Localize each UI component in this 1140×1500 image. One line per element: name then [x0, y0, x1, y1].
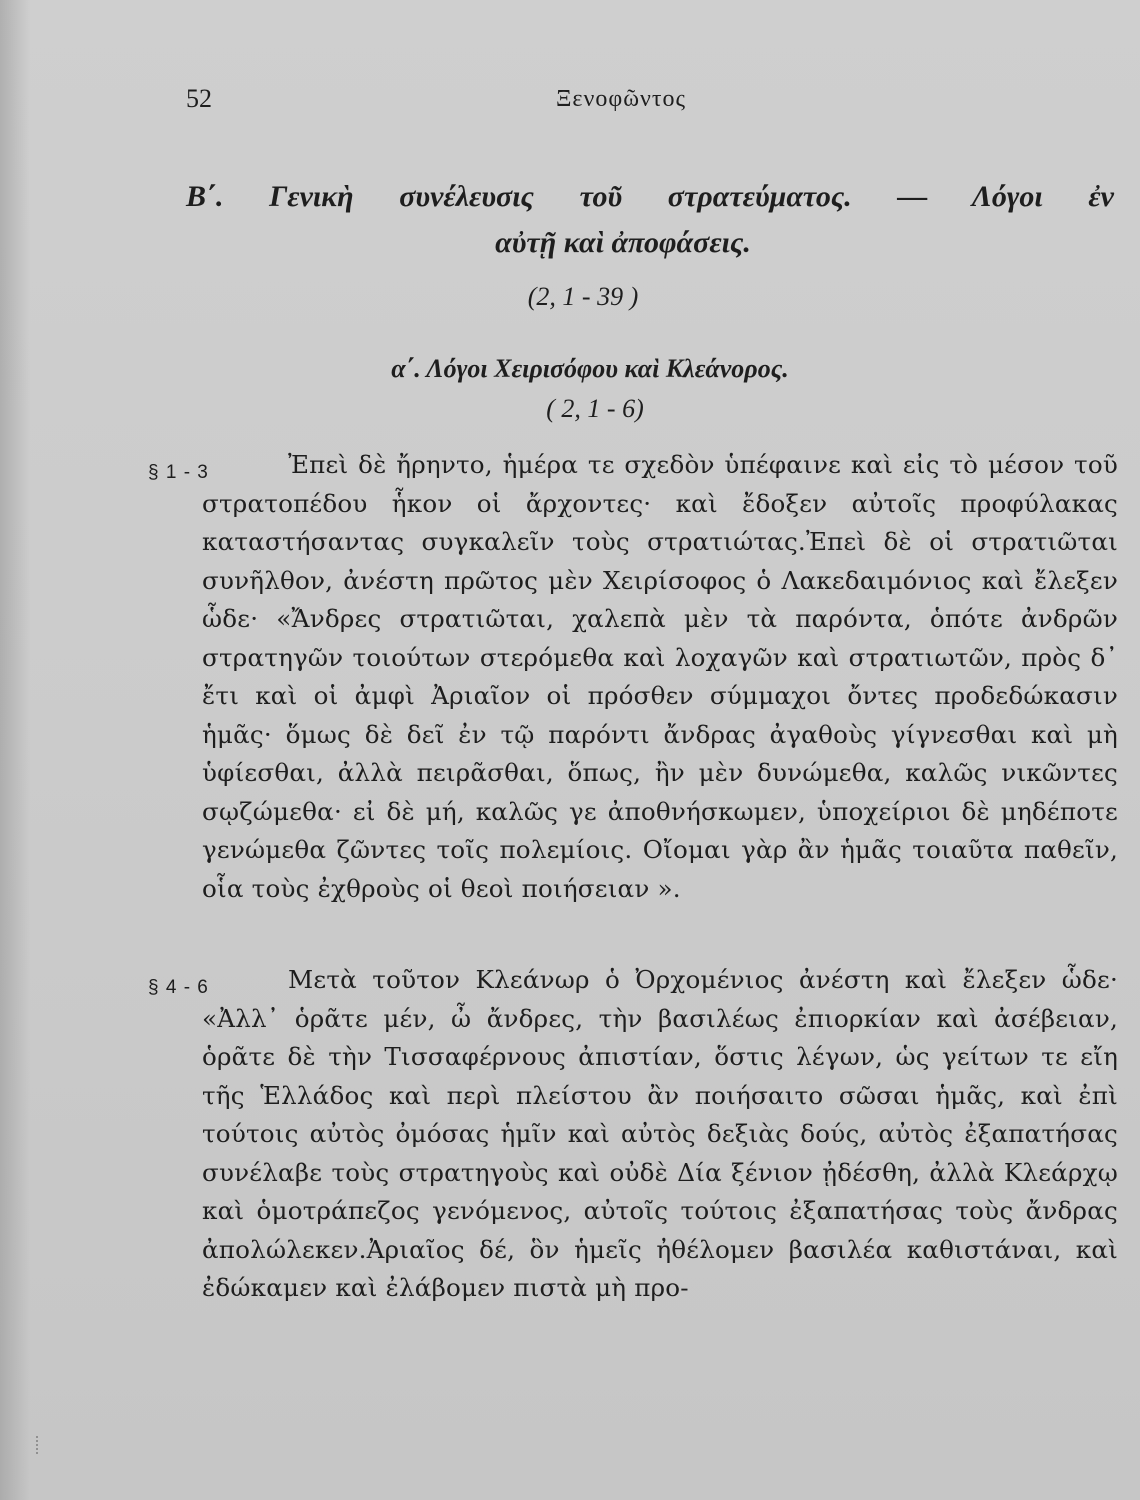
chapter-title-line-2: αὐτῇ καὶ ἀποφάσεις.	[495, 226, 751, 259]
page-header	[0, 84, 1140, 124]
running-head: Ξενοφῶντος	[556, 86, 687, 112]
margin-reference-1: § 1 - 3	[148, 462, 209, 483]
chapter-title	[186, 174, 1116, 266]
section-reference: ( 2, 1 - 6)	[546, 394, 644, 423]
paragraph-2-text: Μετὰ τοῦτον Κλεάνωρ ὁ Ὀρχομένιος ἀνέστη καὶ ἔλεξεν ὧδε· «Ἀλλ᾿ ὁρᾶτε μέν, ὦ ἄνδρες, τὴν βασιλέως ἐπιορκίαν καὶ ἀσέβειαν, ὁρᾶτε δὲ τὴν Τισσαφέρνους ἀπιστίαν, ὅστις λέγων, ὡς γείτων τε εἴη τῆς Ἑλλάδος καὶ περὶ πλείστου ἂν ποιήσαιτο σῶσαι ἡμᾶς, καὶ ἐπὶ τούτοις αὐτὸς ὀμόσας ἡμῖν καὶ αὐτὸς δεξιὰς δούς, αὐτὸς ἐξαπατήσας συνέλαβε τοὺς στρατηγοὺς καὶ οὐδὲ Δία ξένιον ᾐδέσθη, ἀλλὰ Κλεάρχῳ καὶ ὁμοτράπεζος γενόμενος, αὐτοῖς τούτοις ἐξαπατήσας τοὺς ἄνδρας ἀπολώλεκεν.Ἀριαῖος δέ, ὃν ἡμεῖς ἠθέλομεν βασιλέα καθιστάναι, καὶ ἐδώκαμεν καὶ ἐλάβομεν πιστὰ μὴ προ-	[202, 965, 1118, 1302]
page-edge-shadow	[0, 0, 30, 1500]
page-number: 52	[186, 84, 212, 113]
paragraph-2	[202, 961, 1118, 1308]
chapter-title-line-1: Β΄. Γενικὴ συνέλευσις τοῦ στρατεύματος. — Λόγοι ἐν	[186, 180, 1114, 213]
paragraph-1-text: Ἐπεὶ δὲ ἤρηντο, ἡμέρα τε σχεδὸν ὑπέφαινε καὶ εἰς τὸ μέσον τοῦ στρατοπέδου ἧκον οἱ ἄρχοντες· καὶ ἔδοξεν αὐτοῖς προφύλακας καταστήσαντας συγκαλεῖν τοὺς στρατιώτας.Ἐπεὶ δὲ οἱ στρατιῶται συνῆλθον, ἀνέστη πρῶτος μὲν Χειρίσοφος ὁ Λακεδαιμόνιος καὶ ἔλεξεν ὧδε· «Ἄνδρες στρατιῶται, χαλεπὰ μὲν τὰ παρόντα, ὁπότε ἀνδρῶν στρατηγῶν τοιούτων στερόμεθα καὶ λοχαγῶν καὶ στρατιωτῶν, πρὸς δ᾿ ἔτι καὶ οἱ ἀμφὶ Ἀριαῖον οἱ πρόσθεν σύμμαχοι ὄντες προδεδώκασιν ἡμᾶς· ὅμως δὲ δεῖ ἐν τῷ παρόντι ἄνδρας ἀγαθοὺς γίγνεσθαι καὶ μὴ ὑφίεσθαι, ἀλλὰ πειρᾶσθαι, ὅπως, ἢν μὲν δυνώμεθα, καλῶς νικῶντες σῳζώμεθα· εἰ δὲ μή, καλῶς γε ἀποθνήσκωμεν, ὑποχείριοι δὲ μηδέποτε γενώμεθα ζῶντες τοῖς πολεμίοις. Οἴομαι γὰρ ἂν ἡμᾶς τοιαῦτα παθεῖν, οἷα τοὺς ἐχθροὺς οἱ θεοὶ ποιήσειαν ».	[202, 450, 1118, 903]
chapter-reference: (2, 1 - 39 )	[527, 282, 639, 311]
section-title: α΄. Λόγοι Χειρισόφου καὶ Κλεάνορος.	[391, 354, 789, 383]
paragraph-1	[202, 446, 1118, 908]
page-mark	[36, 1436, 41, 1454]
margin-reference-2: § 4 - 6	[148, 977, 209, 998]
